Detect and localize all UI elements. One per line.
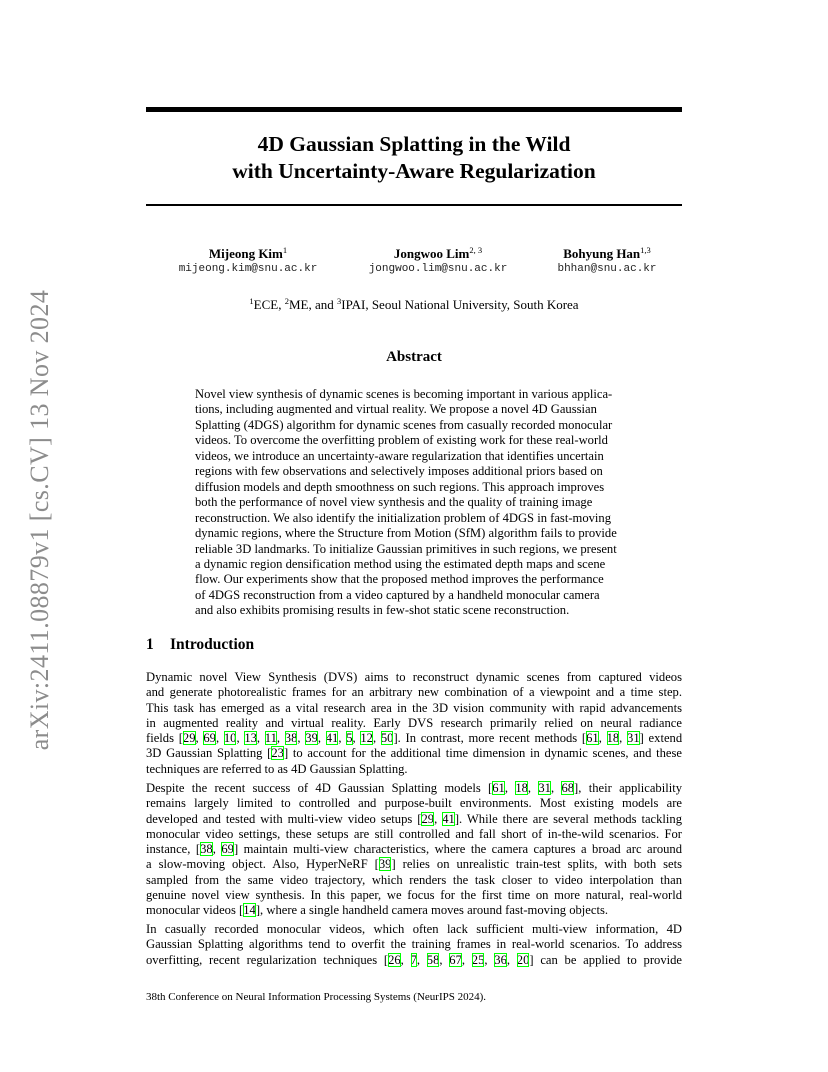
citation-link[interactable]: 69 (221, 842, 234, 857)
citation-link[interactable]: 5 (346, 731, 353, 746)
citation-link[interactable]: 69 (203, 731, 216, 746)
citation-link[interactable]: 20 (516, 952, 530, 967)
paragraph-line: monocular videos [14], where a single handheld camera moves around fast-moving objects. (146, 903, 609, 918)
paragraph-line: Dynamic novel View Synthesis (DVS) aims to reconstruct dynamic scenes from captured videos (146, 670, 682, 684)
citation-link[interactable]: 61 (586, 731, 599, 746)
abstract-line: videos. To overcome the overfitting problem of existing work for these real-world (195, 433, 608, 448)
citation-link[interactable]: 25 (471, 952, 485, 967)
citation-link[interactable]: 11 (264, 731, 277, 746)
section-number: 1 (146, 636, 154, 653)
title-line: with Uncertainty-Aware Regularization (232, 159, 596, 183)
citation-link[interactable]: 23 (271, 746, 284, 761)
author-name: Mijeong Kim (208, 246, 283, 261)
paragraph-line: overfitting, recent regularization techniques [26, 7, 58, 67, 25, 36, 20] can be applied to provide (146, 952, 683, 967)
citation-link[interactable]: 67 (449, 952, 462, 967)
abstract-line: a dynamic region densification method using the estimated depth maps and scene (195, 556, 606, 571)
paragraph-line: instance, [38, 69] maintain multi-view characteristics, where the camera captures a broad arc around (146, 842, 683, 857)
abstract-line: diffusion models and depth smoothness on such regions. This approach improves (195, 479, 605, 494)
paragraph-line: remains largely limited to controlled and purpose-built environments. Most existing models are (146, 796, 682, 811)
abstract-line: reliable 3D landmarks. To initialize Gaussian primitives in such regions, we present (195, 541, 617, 556)
affiliation-text: ECE, (253, 297, 285, 312)
author (148, 242, 348, 276)
citation-link[interactable]: 68 (561, 781, 575, 795)
paragraph-line: developed and tested with multi-view video setups [29, 41]. While there are several methods tackling (146, 811, 683, 826)
citation-link[interactable]: 36 (494, 952, 507, 967)
citation-link[interactable]: 29 (421, 811, 435, 826)
paragraph-line: a slow-moving object. Also, HyperNeRF [39] relies on unrealistic train-test splits, with both sets (146, 857, 682, 872)
paragraph-line: genuine novel view synthesis. In this paper, we focus for the first time on more natural, real-world (146, 888, 682, 903)
paragraph-line: Gaussian Splatting algorithms tend to overfit the training frames in real-world scenarios. To address (146, 937, 682, 952)
author-affiliation-mark: 1,3 (640, 245, 651, 255)
paragraph-line: techniques are referred to as 4D Gaussian Splatting. (146, 761, 408, 776)
paragraph-line: fields [29, 69, 10, 13, 11, 38, 39, 41, 5, 12, 50]. In contrast, more recent methods [61, 18, 31] extend (146, 731, 683, 746)
citation-link[interactable]: 41 (442, 811, 455, 826)
author-email[interactable]: jongwoo.lim@snu.ac.kr (368, 263, 508, 275)
affiliation-mark: 1 (249, 296, 254, 306)
paragraph-line: and generate photorealistic frames for an arbitrary new combination of a viewpoint and a time step. (146, 685, 682, 700)
author-email[interactable]: mijeong.kim@snu.ac.kr (178, 263, 318, 275)
arxiv-identifier: arXiv:2411.08879v1 [cs.CV] 13 Nov 2024 (25, 289, 54, 751)
abstract-line: Novel view synthesis of dynamic scenes is becoming important in various applica- (195, 387, 613, 401)
citation-link[interactable]: 7 (410, 952, 417, 967)
citation-link[interactable]: 31 (627, 731, 640, 746)
paragraph-line: 3D Gaussian Splatting [23] to account for the additional time dimension in dynamic scenes, and these (146, 746, 682, 761)
paragraph-line: sampled from the same video trajectory, which renders the task closer to video interpolation than (146, 872, 682, 887)
citation-link[interactable]: 18 (606, 731, 620, 746)
conference-footnote: 38th Conference on Neural Information Processing Systems (NeurIPS 2024). (146, 991, 487, 1003)
abstract-body (195, 387, 635, 619)
affiliation-text: ME, and (288, 297, 337, 312)
affiliation-text: IPAI, Seoul National University, South Korea (341, 297, 579, 312)
citation-link[interactable]: 50 (380, 731, 394, 746)
citation-link[interactable]: 58 (426, 952, 440, 967)
citation-link[interactable]: 14 (243, 903, 256, 918)
citation-link[interactable]: 39 (378, 857, 392, 872)
citation-link[interactable]: 38 (284, 731, 298, 746)
abstract-line: Splatting (4DGS) algorithm for dynamic scenes from casually recorded monocular (195, 417, 613, 432)
affiliation-mark: 3 (336, 296, 342, 306)
author-name: Bohyung Han (563, 246, 641, 261)
title-rule-top (146, 107, 682, 112)
paragraph (146, 670, 682, 777)
abstract-line: both the performance of novel view synthesis and the quality of training image (195, 495, 593, 510)
citation-link[interactable]: 10 (223, 731, 237, 746)
abstract-line: regions with few observations and selectively imposes additional priors based on (195, 464, 603, 479)
title-line: 4D Gaussian Splatting in the Wild (257, 132, 571, 156)
paragraph-line: monocular video settings, these setups are still controlled and fall short of in-the-wild scenarios. For (146, 826, 682, 841)
paper-title (146, 131, 682, 185)
paragraph-line: Despite the recent success of 4D Gaussian Splatting models [61, 18, 31, 68], their applicability (146, 781, 683, 795)
author-block (146, 242, 682, 282)
abstract-line: videos, we introduce an uncertainty-aware regularization that identifies uncertain (195, 448, 604, 463)
abstract-line: dynamic regions, where the Structure from Motion (SfM) algorithm fails to provide (195, 526, 617, 541)
title-rule-bottom (146, 204, 682, 206)
citation-link[interactable]: 61 (492, 781, 505, 795)
citation-link[interactable]: 13 (244, 731, 257, 746)
author-affiliation-mark: 2, 3 (469, 245, 483, 255)
abstract-line: reconstruction. We also identify the initialization problem of 4DGS in fast-moving (195, 510, 612, 525)
paragraph-line: This task has emerged as a vital research area in the 3D vision community with rapid advancements (146, 700, 682, 715)
citation-link[interactable]: 38 (200, 842, 213, 857)
paragraph (146, 922, 682, 968)
author-email[interactable]: bhhan@snu.ac.kr (557, 263, 657, 275)
author (338, 242, 538, 276)
abstract-line: tions, including augmented and virtual reality. We propose a novel 4D Gaussian (195, 402, 597, 417)
paragraph (146, 781, 682, 919)
author-name: Jongwoo Lim (393, 246, 470, 261)
abstract-line: and also exhibits promising results in few-shot static scene reconstruction. (195, 603, 570, 618)
author-affiliation-mark: 1 (282, 245, 288, 255)
citation-link[interactable]: 39 (305, 731, 318, 746)
arxiv-stamp (20, 285, 60, 755)
abstract-line: flow. Our experiments show that the proposed method improves the performance (195, 572, 604, 587)
abstract-line: of 4DGS reconstruction from a video captured by a handheld monocular camera (195, 587, 600, 602)
citation-link[interactable]: 12 (360, 731, 373, 746)
citation-link[interactable]: 29 (182, 731, 196, 746)
citation-link[interactable]: 41 (325, 731, 339, 746)
citation-link[interactable]: 18 (515, 781, 528, 795)
affiliation-mark: 2 (284, 296, 289, 306)
section-heading (146, 636, 254, 654)
affiliation (146, 296, 682, 313)
abstract-heading: Abstract (386, 349, 442, 365)
paragraph-line: In casually recorded monocular videos, which often lack sufficient multi-view information, 4D (146, 922, 682, 936)
citation-link[interactable]: 26 (388, 952, 401, 967)
author (522, 242, 692, 276)
paragraph-line: in augmented reality and virtual reality. Early DVS research primarily relied on neural radiance (146, 715, 682, 730)
citation-link[interactable]: 31 (538, 781, 551, 795)
section-title: Introduction (170, 636, 255, 653)
